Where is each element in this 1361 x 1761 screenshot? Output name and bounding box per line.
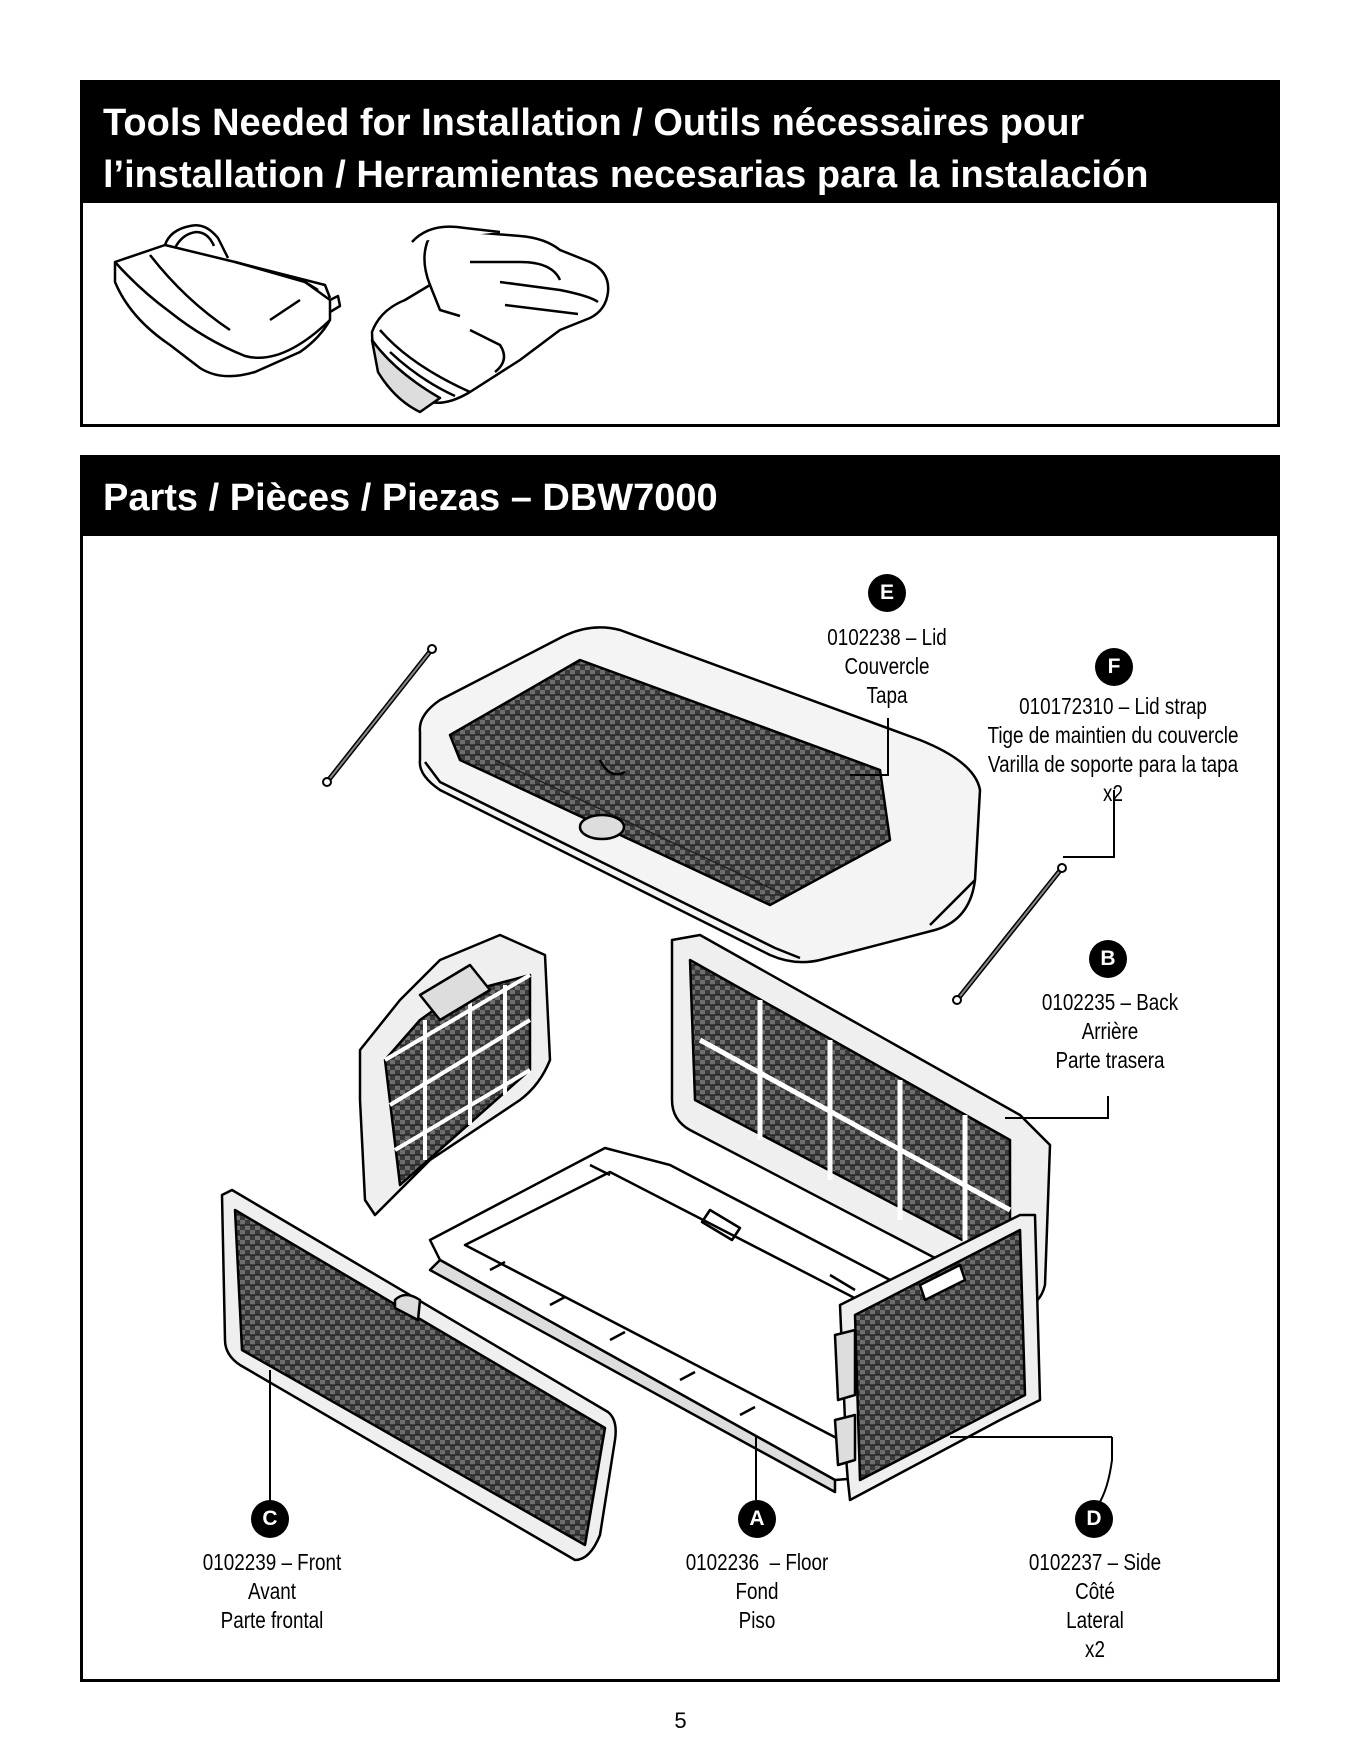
side-es: Lateral	[1066, 1607, 1124, 1633]
badge-d: D	[1075, 1500, 1113, 1538]
front-fr: Avant	[248, 1578, 296, 1604]
lid-es: Tapa	[866, 682, 908, 708]
work-gloves-icon	[372, 227, 608, 412]
label-back	[1028, 988, 1192, 1075]
lid-fr: Couvercle	[844, 653, 930, 679]
badge-a: A	[738, 1500, 776, 1538]
label-side	[1013, 1548, 1177, 1664]
label-lid	[805, 623, 969, 710]
tools-title-line2: l’installation / Herramientas necesarias para la instalación	[103, 154, 1149, 196]
back-es: Parte trasera	[1055, 1047, 1165, 1073]
side-panel-left-part	[360, 935, 550, 1215]
tools-title-line1: Tools Needed for Installation / Outils nécessaires pour	[103, 102, 1085, 144]
side-code: 0102237 – Side	[1028, 1549, 1162, 1575]
back-code: 0102235 – Back	[1041, 989, 1179, 1015]
badge-f: F	[1095, 648, 1133, 686]
parts-title: Parts / Pièces / Piezas – DBW7000	[103, 477, 718, 519]
badge-e: E	[868, 574, 906, 612]
lid-strap-es: Varilla de soporte para la tapa	[987, 751, 1239, 777]
front-es: Parte frontal	[220, 1607, 324, 1633]
badge-b: B	[1089, 940, 1127, 978]
label-lid-strap	[978, 692, 1249, 808]
back-fr: Arrière	[1081, 1018, 1139, 1044]
safety-glasses-icon	[115, 225, 340, 376]
badge-c: C	[251, 1500, 289, 1538]
side-fr: Côté	[1075, 1578, 1115, 1604]
label-front	[190, 1548, 354, 1635]
label-floor	[675, 1548, 839, 1635]
floor-code: 0102236 – Floor	[685, 1549, 829, 1575]
floor-es: Piso	[738, 1607, 776, 1633]
lid-code: 0102238 – Lid	[827, 624, 947, 650]
lid-strap-qty: x2	[1103, 780, 1123, 806]
side-qty: x2	[1085, 1636, 1105, 1662]
page-number: 5	[674, 1708, 687, 1733]
lid-strap-code: 010172310 – Lid strap	[1019, 693, 1207, 719]
floor-fr: Fond	[735, 1578, 779, 1604]
lid-strap-fr: Tige de maintien du couvercle	[987, 722, 1239, 748]
front-code: 0102239 – Front	[202, 1549, 342, 1575]
side-panel-right-part	[835, 1215, 1040, 1500]
